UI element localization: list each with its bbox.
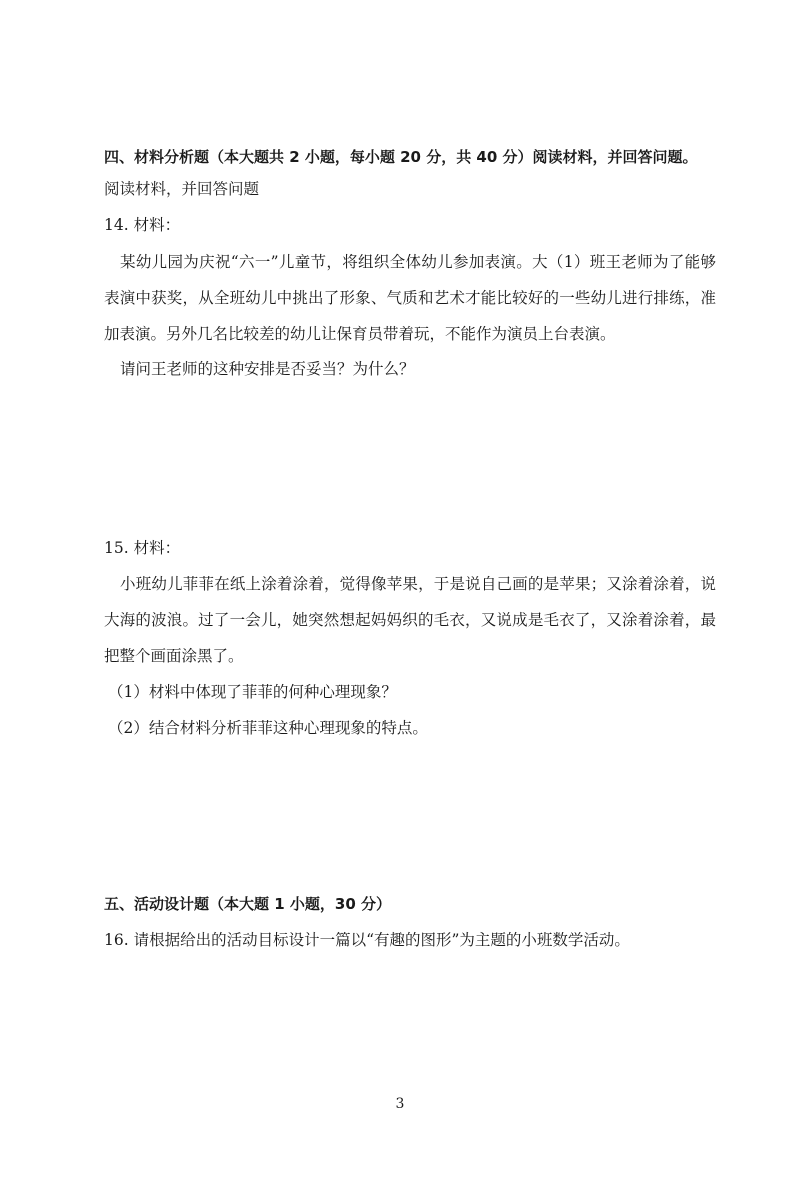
material-line: 大海的波浪。过了一会儿，她突然想起妈妈织的毛衣，又说成是毛衣了，又涂着涂着，最 [104, 611, 716, 629]
material-line: 表演中获奖，从全班幼儿中挑出了形象、气质和艺术才能比较好的一些幼儿进行排练，准 [104, 289, 716, 307]
question-16-text: 16. 请根据给出的活动目标设计一篇以“有趣的图形”为主题的小班数学活动。 [104, 931, 630, 949]
question-14-label: 14. 材料： [104, 216, 181, 234]
material-line: 某幼儿园为庆祝“六一”儿童节，将组织全体幼儿参加表演。大（1）班王老师为了能够 [120, 253, 716, 271]
section-5-title: 五、活动设计题（本大题 1 小题，30 分） [104, 895, 391, 913]
question-15-material [104, 566, 716, 674]
material-line: 把整个画面涂黑了。 [104, 647, 244, 665]
question-15-label: 15. 材料： [104, 539, 181, 557]
question-15-sub-1: （1）材料中体现了菲菲的何种心理现象？ [108, 683, 397, 701]
material-line: 小班幼儿菲菲在纸上涂着涂着，觉得像苹果，于是说自己画的是苹果；又涂着涂着，说 [120, 575, 716, 593]
material-line: 加表演。另外几名比较差的幼儿让保育员带着玩，不能作为演员上台表演。 [104, 325, 616, 343]
section-4-instruction: 阅读材料，并回答问题 [104, 180, 260, 198]
page-number: 3 [395, 1096, 405, 1112]
question-14-prompt: 请问王老师的这种安排是否妥当？为什么？ [120, 360, 415, 378]
question-14-material [104, 244, 716, 352]
question-15-sub-2: （2）结合材料分析菲菲这种心理现象的特点。 [108, 719, 428, 737]
section-4-title: 四、材料分析题（本大题共 2 小题，每小题 20 分，共 40 分）阅读材料，并回答问题。 [104, 148, 698, 166]
